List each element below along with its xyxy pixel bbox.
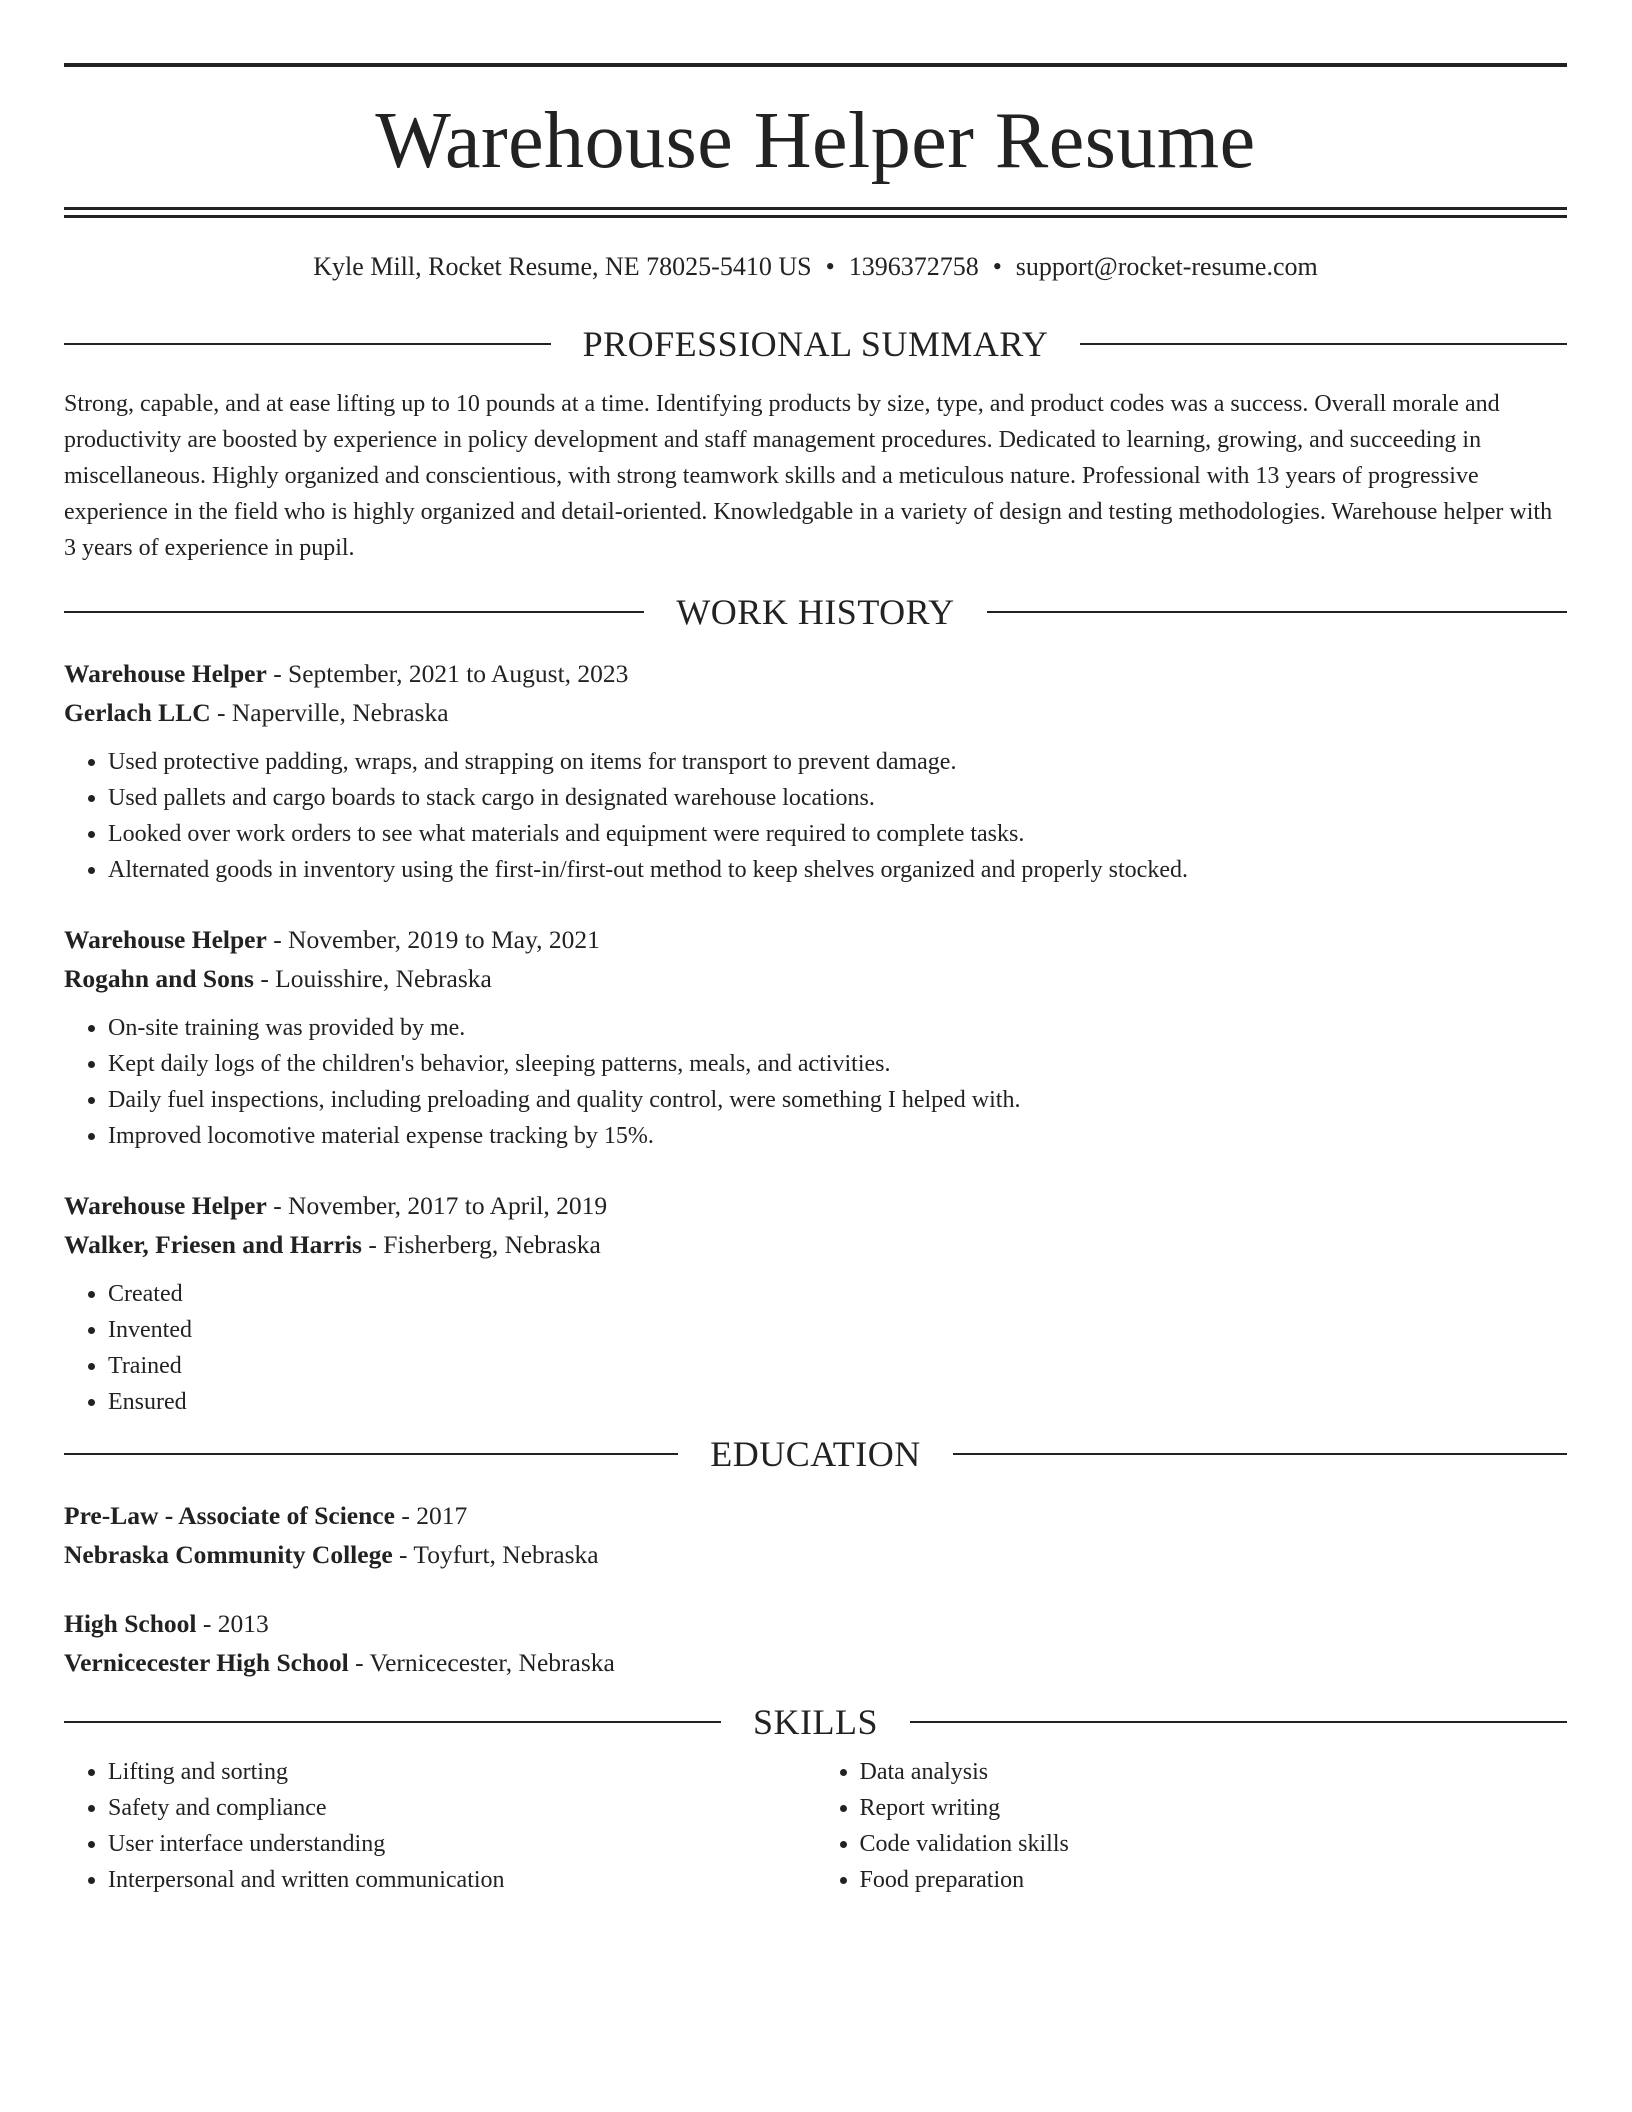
job-title-line: [64, 920, 1567, 959]
job-location: - Naperville, Nebraska: [210, 698, 449, 727]
education-year: - 2013: [196, 1609, 269, 1638]
job-title: Warehouse Helper: [64, 925, 267, 954]
heading-rule: [987, 611, 1567, 613]
contact-email: support@rocket-resume.com: [1015, 252, 1318, 281]
job-title-line: [64, 654, 1567, 693]
skills-list-left: [64, 1754, 816, 1898]
skill-item: • User interface understanding: [108, 1826, 816, 1862]
heading-rule: [953, 1453, 1567, 1455]
skill-item: • Report writing: [860, 1790, 1568, 1826]
job-bullet: • Ensured: [108, 1384, 1567, 1420]
section-title: SKILLS: [753, 1702, 879, 1742]
job-company-line: [64, 693, 1567, 732]
job-dates: - September, 2021 to August, 2023: [266, 659, 629, 688]
contact-address: Kyle Mill, Rocket Resume, NE 78025-5410 US: [313, 252, 812, 281]
job-title: Warehouse Helper: [64, 1191, 267, 1220]
summary-text: Strong, capable, and at ease lifting up to 10 pounds at a time. Identifying products by size, type, and product codes was a success. Overall morale and productivity are boosted by experience in policy development and staff management procedures. Dedicated to learning, growing, and succeeding in miscellaneous. Highly organized and conscientious, with strong teamwork skills and a meticulous nature. Professional with 13 years of progressive experience in the field who is highly organized and detail-oriented. Knowledgable in a variety of design and testing methodologies. Warehouse helper with 3 years of experience in pupil.: [64, 391, 1553, 561]
education-degree: Pre-Law - Associate of Science: [64, 1501, 395, 1530]
skills-columns: [64, 1754, 1567, 1898]
job-title: Warehouse Helper: [64, 659, 267, 688]
job-entry: [64, 1186, 1567, 1420]
section-heading-summary: [64, 326, 1567, 362]
top-rule: [64, 63, 1567, 67]
resume-title: Warehouse Helper Resume: [375, 97, 1256, 185]
skill-item: • Lifting and sorting: [108, 1754, 816, 1790]
skill-item: • Interpersonal and written communication: [108, 1862, 816, 1898]
section-title: EDUCATION: [710, 1434, 921, 1474]
job-bullet: • Alternated goods in inventory using the first-in/first-out method to keep shelves organized and properly stocked.: [108, 852, 1567, 888]
contact-separator: •: [992, 252, 1002, 281]
education-degree-line: [64, 1604, 1567, 1643]
skill-item: • Food preparation: [860, 1862, 1568, 1898]
job-company: Rogahn and Sons: [64, 964, 254, 993]
heading-rule: [64, 1721, 721, 1723]
heading-rule: [64, 343, 551, 345]
education-location: - Toyfurt, Nebraska: [392, 1540, 599, 1569]
education-year: - 2017: [394, 1501, 468, 1530]
education-school: Vernicecester High School: [64, 1648, 349, 1677]
job-bullet: • Invented: [108, 1312, 1567, 1348]
job-bullet: • Improved locomotive material expense tracking by 15%.: [108, 1118, 1567, 1154]
job-bullet: • Daily fuel inspections, including preloading and quality control, were something I helped with.: [108, 1082, 1567, 1118]
job-dates: - November, 2017 to April, 2019: [266, 1191, 608, 1220]
skill-item: • Code validation skills: [860, 1826, 1568, 1862]
education-entry: [64, 1604, 1567, 1682]
heading-rule: [1080, 343, 1567, 345]
job-dates: - November, 2019 to May, 2021: [266, 925, 600, 954]
section-title: WORK HISTORY: [676, 592, 955, 632]
skills-list-right: [816, 1754, 1568, 1898]
job-entry: [64, 920, 1567, 1154]
contact-line: [64, 254, 1567, 284]
section-heading-education: [64, 1436, 1567, 1472]
heading-rule: [64, 611, 644, 613]
job-title-line: [64, 1186, 1567, 1225]
education-school: Nebraska Community College: [64, 1540, 393, 1569]
job-bullet: • Created: [108, 1276, 1567, 1312]
job-company-line: [64, 1225, 1567, 1264]
education-location: - Vernicecester, Nebraska: [348, 1648, 615, 1677]
contact-separator: •: [825, 252, 835, 281]
title-double-rule: [64, 207, 1567, 218]
contact-phone: 1396372758: [848, 252, 979, 281]
job-location: - Fisherberg, Nebraska: [361, 1230, 601, 1259]
resume-page: [64, 63, 1567, 1898]
education-degree: High School: [64, 1609, 197, 1638]
job-bullets: [64, 744, 1567, 888]
job-bullet: • Used pallets and cargo boards to stack cargo in designated warehouse locations.: [108, 780, 1567, 816]
job-company: Walker, Friesen and Harris: [64, 1230, 362, 1259]
job-bullets: [64, 1010, 1567, 1154]
job-bullet: • Trained: [108, 1348, 1567, 1384]
job-entry: [64, 654, 1567, 888]
job-company: Gerlach LLC: [64, 698, 211, 727]
skill-item: • Data analysis: [860, 1754, 1568, 1790]
section-heading-work-history: [64, 594, 1567, 630]
job-bullet: • On-site training was provided by me.: [108, 1010, 1567, 1046]
job-company-line: [64, 959, 1567, 998]
skill-item: • Safety and compliance: [108, 1790, 816, 1826]
job-bullet: • Kept daily logs of the children's behavior, sleeping patterns, meals, and activities.: [108, 1046, 1567, 1082]
job-bullet: • Looked over work orders to see what materials and equipment were required to complete tasks.: [108, 816, 1567, 852]
section-title: PROFESSIONAL SUMMARY: [582, 324, 1049, 364]
job-bullets: [64, 1276, 1567, 1420]
education-entry: [64, 1496, 1567, 1574]
education-degree-line: [64, 1496, 1567, 1535]
job-bullet: • Used protective padding, wraps, and strapping on items for transport to prevent damage.: [108, 744, 1567, 780]
section-heading-skills: [64, 1704, 1567, 1740]
heading-rule: [64, 1453, 678, 1455]
education-school-line: [64, 1643, 1567, 1682]
job-location: - Louisshire, Nebraska: [253, 964, 492, 993]
heading-rule: [910, 1721, 1567, 1723]
education-school-line: [64, 1535, 1567, 1574]
